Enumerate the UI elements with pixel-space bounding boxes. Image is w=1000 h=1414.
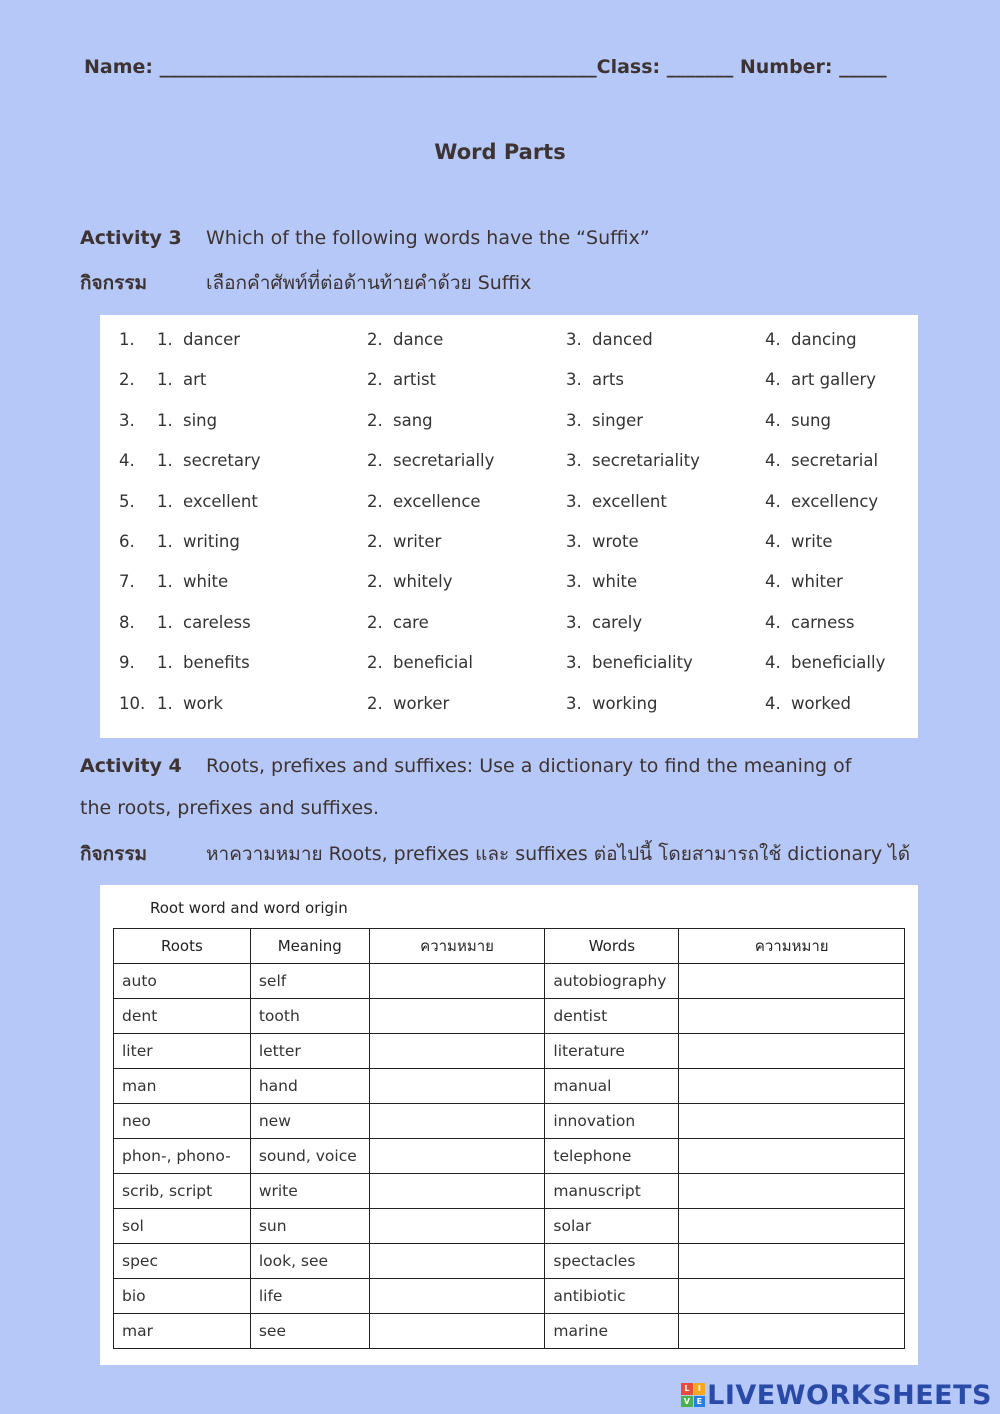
root-cell: spec — [114, 1244, 251, 1279]
root-table-row — [114, 1139, 905, 1174]
header-roots: Roots — [114, 929, 251, 964]
question-number: 3. — [119, 410, 135, 430]
thai-meaning-answer-cell[interactable] — [369, 1104, 545, 1139]
option-number: 3. — [566, 451, 582, 471]
answer-option[interactable] — [765, 653, 885, 672]
root-cell: dent — [114, 999, 251, 1034]
option-word: danced — [592, 330, 653, 349]
root-table-row — [114, 1174, 905, 1209]
liveworksheets-logo-mark-icon — [681, 1383, 705, 1407]
option-word: beneficially — [791, 653, 886, 673]
root-cell: liter — [114, 1034, 251, 1069]
root-cell: neo — [114, 1104, 251, 1139]
answer-option[interactable] — [566, 613, 642, 632]
option-word: write — [791, 532, 833, 551]
option-word: worked — [791, 693, 851, 713]
option-number: 4. — [765, 370, 781, 390]
answer-option[interactable] — [765, 451, 878, 470]
root-cell: auto — [114, 964, 251, 999]
answer-option[interactable] — [765, 532, 832, 551]
activity4-heading — [80, 755, 851, 777]
thai-meaning-answer-cell[interactable] — [369, 1314, 545, 1349]
option-word: secretarial — [791, 451, 879, 471]
option-number: 3. — [566, 653, 582, 673]
option-number: 1. — [157, 330, 173, 349]
answer-option[interactable] — [157, 613, 251, 632]
option-number: 2. — [367, 491, 383, 511]
option-number: 4. — [765, 491, 781, 511]
answer-option[interactable] — [367, 694, 449, 713]
meaning-cell: new — [250, 1104, 369, 1139]
root-cell: mar — [114, 1314, 251, 1349]
option-number: 2. — [367, 572, 383, 592]
word-cell: marine — [545, 1314, 679, 1349]
logo-mark-letter: I — [694, 1383, 706, 1395]
answer-option[interactable] — [367, 613, 429, 632]
thai-meaning-answer-cell[interactable] — [369, 1209, 545, 1244]
meaning-cell: sound, voice — [250, 1139, 369, 1174]
meaning-cell: hand — [250, 1069, 369, 1104]
answer-option[interactable] — [765, 492, 878, 511]
option-number: 2. — [367, 410, 383, 430]
liveworksheets-logo — [681, 1380, 992, 1410]
answer-option[interactable] — [157, 451, 261, 470]
answer-option[interactable] — [566, 370, 624, 389]
option-number: 3. — [566, 330, 582, 349]
question-number: 4. — [119, 451, 135, 471]
meaning-cell: letter — [250, 1034, 369, 1069]
header-words: Words — [545, 929, 679, 964]
answer-option[interactable] — [566, 653, 693, 672]
question-row — [100, 451, 918, 491]
word-cell: spectacles — [545, 1244, 679, 1279]
option-word: benefits — [183, 653, 250, 673]
root-word-table — [113, 928, 905, 1349]
option-word: excellency — [791, 491, 879, 511]
word-thai-meaning-answer-cell[interactable] — [679, 1279, 905, 1314]
answer-option[interactable] — [367, 370, 436, 389]
answer-option[interactable] — [157, 532, 240, 551]
answer-option[interactable] — [157, 653, 250, 672]
option-number: 2. — [367, 693, 383, 713]
activity4-thai-label: กิจกรรม — [80, 843, 148, 865]
option-number: 1. — [157, 612, 173, 632]
root-cell: bio — [114, 1279, 251, 1314]
option-number: 2. — [367, 532, 383, 551]
activity4-thai-instruction: หาความหมาย Roots, prefixes และ suffixes ต่อไปนี้ โดยสามารถใช้ dictionary ได้ — [206, 843, 911, 865]
activity3-label: Activity 3 — [80, 227, 182, 249]
answer-option[interactable] — [157, 492, 258, 511]
answer-option[interactable] — [157, 411, 217, 430]
option-word: dancing — [791, 330, 857, 349]
option-word: secretary — [183, 451, 261, 471]
option-word: excellence — [393, 491, 481, 511]
word-thai-meaning-answer-cell[interactable] — [679, 964, 905, 999]
header-thai-meaning: ความหมาย — [369, 929, 545, 964]
option-number: 3. — [566, 612, 582, 632]
logo-mark-letter: L — [681, 1383, 693, 1395]
word-thai-meaning-answer-cell[interactable] — [679, 1034, 905, 1069]
thai-meaning-answer-cell[interactable] — [369, 1279, 545, 1314]
word-thai-meaning-answer-cell[interactable] — [679, 1104, 905, 1139]
option-number: 1. — [157, 693, 173, 713]
logo-mark-letter: V — [681, 1396, 693, 1408]
meaning-cell: sun — [250, 1209, 369, 1244]
header-thai-meaning-2: ความหมาย — [679, 929, 905, 964]
option-number: 3. — [566, 532, 582, 551]
option-number: 4. — [765, 410, 781, 430]
root-table-row — [114, 964, 905, 999]
question-number: 7. — [119, 572, 135, 592]
answer-option[interactable] — [157, 330, 240, 349]
answer-option[interactable] — [566, 572, 637, 591]
thai-meaning-answer-cell[interactable] — [369, 999, 545, 1034]
answer-option[interactable] — [157, 370, 206, 389]
option-word: arts — [592, 370, 624, 390]
answer-option[interactable] — [367, 411, 433, 430]
question-row — [100, 653, 918, 693]
option-number: 3. — [566, 410, 582, 430]
option-word: writer — [393, 532, 442, 551]
answer-option[interactable] — [367, 572, 453, 591]
option-number: 1. — [157, 370, 173, 390]
word-thai-meaning-answer-cell[interactable] — [679, 1244, 905, 1279]
option-word: sang — [393, 410, 433, 430]
meaning-cell: look, see — [250, 1244, 369, 1279]
thai-meaning-answer-cell[interactable] — [369, 1174, 545, 1209]
word-thai-meaning-answer-cell[interactable] — [679, 1139, 905, 1174]
thai-meaning-answer-cell[interactable] — [369, 1069, 545, 1104]
option-number: 1. — [157, 491, 173, 511]
option-word: artist — [393, 370, 437, 390]
option-word: wrote — [592, 532, 639, 551]
thai-meaning-answer-cell[interactable] — [369, 964, 545, 999]
word-cell: innovation — [545, 1104, 679, 1139]
root-table-row — [114, 1104, 905, 1139]
answer-option[interactable] — [765, 411, 831, 430]
option-word: writing — [183, 532, 240, 551]
option-word: art gallery — [791, 370, 877, 390]
liveworksheets-logo-text: LIVEWORKSHEETS — [707, 1379, 992, 1411]
option-word: sing — [183, 410, 218, 430]
option-number: 2. — [367, 330, 383, 349]
question-row — [100, 411, 918, 451]
option-word: dance — [393, 330, 444, 349]
option-number: 1. — [157, 532, 173, 551]
activity3-thai-heading — [80, 268, 531, 298]
answer-option[interactable] — [566, 451, 700, 470]
activity4-thai-heading — [80, 839, 910, 869]
option-word: care — [393, 612, 429, 632]
answer-option[interactable] — [765, 613, 854, 632]
question-row — [100, 572, 918, 612]
option-number: 4. — [765, 532, 781, 551]
question-number: 8. — [119, 612, 135, 632]
root-table-row — [114, 1279, 905, 1314]
word-cell: manuscript — [545, 1174, 679, 1209]
option-word: beneficial — [393, 653, 473, 673]
option-word: work — [183, 693, 223, 713]
option-number: 2. — [367, 370, 383, 390]
option-word: dancer — [183, 330, 241, 349]
thai-meaning-answer-cell[interactable] — [369, 1034, 545, 1069]
option-number: 4. — [765, 693, 781, 713]
word-cell: autobiography — [545, 964, 679, 999]
thai-meaning-answer-cell[interactable] — [369, 1244, 545, 1279]
answer-option[interactable] — [566, 411, 643, 430]
activity4-instruction-line1: Roots, prefixes and suffixes: Use a dictionary to find the meaning of — [206, 755, 852, 777]
question-row — [100, 370, 918, 410]
answer-option[interactable] — [367, 492, 481, 511]
thai-meaning-answer-cell[interactable] — [369, 1139, 545, 1174]
meaning-cell: write — [250, 1174, 369, 1209]
question-row — [100, 694, 918, 734]
question-number: 2. — [119, 370, 135, 390]
answer-option[interactable] — [157, 694, 223, 713]
answer-option[interactable] — [765, 370, 876, 389]
word-thai-meaning-answer-cell[interactable] — [679, 1209, 905, 1244]
option-word: whitely — [393, 572, 453, 592]
name-class-number-line: Name: ______________________________________________Class: _______ Number: _____ — [84, 56, 887, 78]
option-number: 1. — [157, 572, 173, 592]
question-number: 6. — [119, 532, 135, 551]
option-word: carely — [592, 612, 643, 632]
word-thai-meaning-answer-cell[interactable] — [679, 1069, 905, 1104]
root-cell: sol — [114, 1209, 251, 1244]
root-table-row — [114, 999, 905, 1034]
question-number: 1. — [119, 330, 135, 349]
meaning-cell: life — [250, 1279, 369, 1314]
answer-option[interactable] — [765, 694, 851, 713]
option-word: whiter — [791, 572, 843, 592]
question-number: 9. — [119, 653, 135, 673]
option-word: singer — [592, 410, 644, 430]
answer-option[interactable] — [566, 694, 657, 713]
option-word: beneficiality — [592, 653, 693, 673]
option-number: 4. — [765, 572, 781, 592]
activity4-instruction-line2: the roots, prefixes and suffixes. — [80, 797, 380, 819]
word-cell: telephone — [545, 1139, 679, 1174]
option-word: art — [183, 370, 207, 390]
root-table-header-row — [114, 929, 905, 964]
option-word: secretariality — [592, 451, 700, 471]
answer-option[interactable] — [566, 492, 667, 511]
root-table-title: Root word and word origin — [150, 899, 348, 917]
answer-option[interactable] — [367, 532, 441, 551]
header-meaning: Meaning — [250, 929, 369, 964]
answer-option[interactable] — [157, 572, 228, 591]
answer-option[interactable] — [765, 330, 857, 349]
page-title: Word Parts — [434, 140, 566, 164]
option-word: excellent — [183, 491, 258, 511]
question-row — [100, 492, 918, 532]
option-number: 4. — [765, 612, 781, 632]
question-row — [100, 532, 918, 572]
meaning-cell: self — [250, 964, 369, 999]
multiple-choice-panel — [100, 315, 918, 738]
option-number: 3. — [566, 572, 582, 592]
option-number: 3. — [566, 693, 582, 713]
option-number: 2. — [367, 653, 383, 673]
option-number: 2. — [367, 612, 383, 632]
word-cell: literature — [545, 1034, 679, 1069]
activity3-heading — [80, 227, 650, 249]
activity4-label: Activity 4 — [80, 755, 182, 777]
question-number: 5. — [119, 491, 135, 511]
root-cell: man — [114, 1069, 251, 1104]
root-table-row — [114, 1034, 905, 1069]
option-number: 4. — [765, 451, 781, 471]
word-cell: dentist — [545, 999, 679, 1034]
question-number: 10. — [119, 693, 146, 713]
option-word: working — [592, 693, 658, 713]
option-word: white — [592, 572, 638, 592]
word-cell: manual — [545, 1069, 679, 1104]
answer-option[interactable] — [765, 572, 843, 591]
word-cell: antibiotic — [545, 1279, 679, 1314]
option-word: careless — [183, 612, 251, 632]
logo-mark-letter: E — [694, 1396, 706, 1408]
root-table-row — [114, 1209, 905, 1244]
option-word: sung — [791, 410, 831, 430]
answer-option[interactable] — [566, 330, 653, 349]
option-word: secretarially — [393, 451, 495, 471]
answer-option[interactable] — [566, 532, 639, 551]
option-word: carness — [791, 612, 855, 632]
option-number: 2. — [367, 451, 383, 471]
word-thai-meaning-answer-cell[interactable] — [679, 1314, 905, 1349]
word-cell: solar — [545, 1209, 679, 1244]
answer-option[interactable] — [367, 330, 443, 349]
word-thai-meaning-answer-cell[interactable] — [679, 1174, 905, 1209]
root-table-row — [114, 1314, 905, 1349]
activity3-thai-label: กิจกรรม — [80, 272, 148, 294]
question-row — [100, 330, 918, 370]
root-table-row — [114, 1244, 905, 1279]
root-table-row — [114, 1069, 905, 1104]
option-number: 4. — [765, 653, 781, 673]
meaning-cell: see — [250, 1314, 369, 1349]
option-word: excellent — [592, 491, 667, 511]
activity3-thai-instruction: เลือกคำศัพท์ที่ต่อด้านท้ายคำด้วย Suffix — [206, 272, 532, 294]
option-number: 3. — [566, 370, 582, 390]
answer-option[interactable] — [367, 653, 473, 672]
activity3-instruction: Which of the following words have the “Suffix” — [206, 227, 650, 249]
root-word-panel — [100, 885, 918, 1365]
option-number: 4. — [765, 330, 781, 349]
meaning-cell: tooth — [250, 999, 369, 1034]
root-cell: phon-, phono- — [114, 1139, 251, 1174]
answer-option[interactable] — [367, 451, 494, 470]
option-number: 1. — [157, 451, 173, 471]
option-number: 1. — [157, 653, 173, 673]
option-number: 3. — [566, 491, 582, 511]
root-cell: scrib, script — [114, 1174, 251, 1209]
question-row — [100, 613, 918, 653]
option-number: 1. — [157, 410, 173, 430]
word-thai-meaning-answer-cell[interactable] — [679, 999, 905, 1034]
option-word: worker — [393, 693, 450, 713]
option-word: white — [183, 572, 229, 592]
